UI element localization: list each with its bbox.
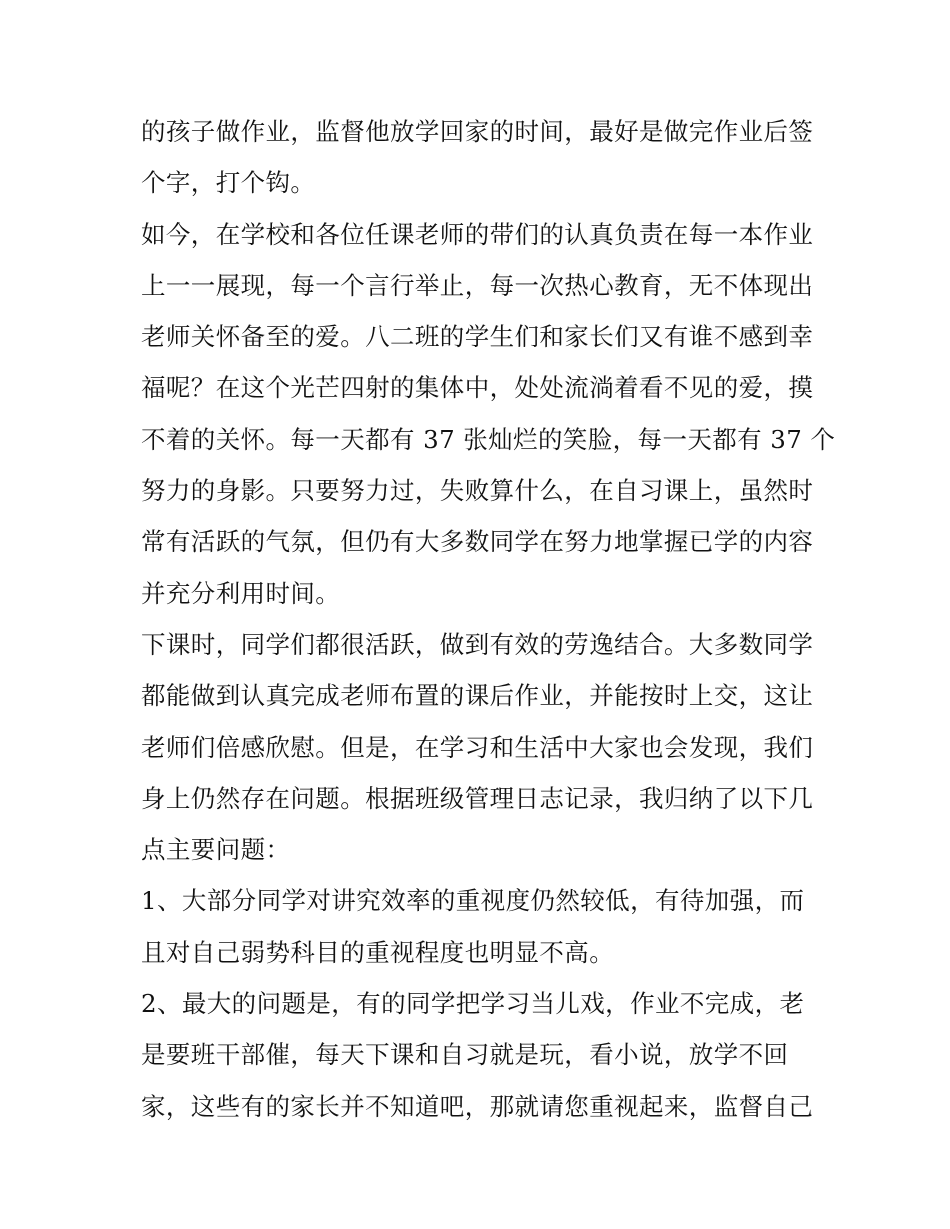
text-line: 个字，打个钩。 [141,168,316,198]
paragraph-4 [141,875,813,978]
paragraph-5 [141,978,813,1132]
text-line: 下课时，同学们都很活跃，做到有效的劳逸结合。大多数同学 [141,629,814,659]
paragraph-1 [141,106,813,209]
text-line: 福呢？在这个光芒四射的集体中，处处流淌着看不见的爱，摸 [141,373,814,403]
text-line: 1、大部分同学对讲究效率的重视度仍然较低，有待加强，而 [141,886,805,916]
text-line: 常有活跃的气氛，但仍有大多数同学在努力地掌握已学的内容 [141,527,814,557]
text-line: 不着的关怀。每一天都有 37 张灿烂的笑脸，每一天都有 37 个 [141,424,836,454]
text-line: 都能做到认真完成老师布置的课后作业，并能按时上交，这让 [141,681,814,711]
text-line: 老师关怀备至的爱。八二班的学生们和家长们又有谁不感到幸 [141,322,814,352]
text-line: 家，这些有的家长并不知道吧，那就请您重视起来，监督自己 [141,1091,814,1121]
paragraph-3 [141,619,813,875]
text-line: 老师们倍感欣慰。但是，在学习和生活中大家也会发现，我们 [141,732,814,762]
text-line: 上一一展现，每一个言行举止，每一次热心教育，无不体现出 [141,270,814,300]
text-line: 努力的身影。只要努力过，失败算什么，在自习课上，虽然时 [141,476,814,506]
text-line: 点主要问题： [141,835,291,865]
text-line: 是要班干部催，每天下课和自习就是玩，看小说，放学不回 [141,1040,789,1070]
document-body [141,106,836,1132]
text-line: 如今，在学校和各位任课老师的带们的认真负责在每一本作业 [141,219,814,249]
text-line: 2、最大的问题是，有的同学把学习当儿戏，作业不完成，老 [141,989,805,1019]
text-line: 且对自己弱势科目的重视程度也明显不高。 [141,937,615,967]
text-line: 身上仍然存在问题。根据班级管理日志记录，我归纳了以下几 [141,783,814,813]
text-line: 的孩子做作业，监督他放学回家的时间，最好是做完作业后签 [141,117,814,146]
text-line: 并充分利用时间。 [141,578,341,608]
paragraph-2 [141,209,836,619]
